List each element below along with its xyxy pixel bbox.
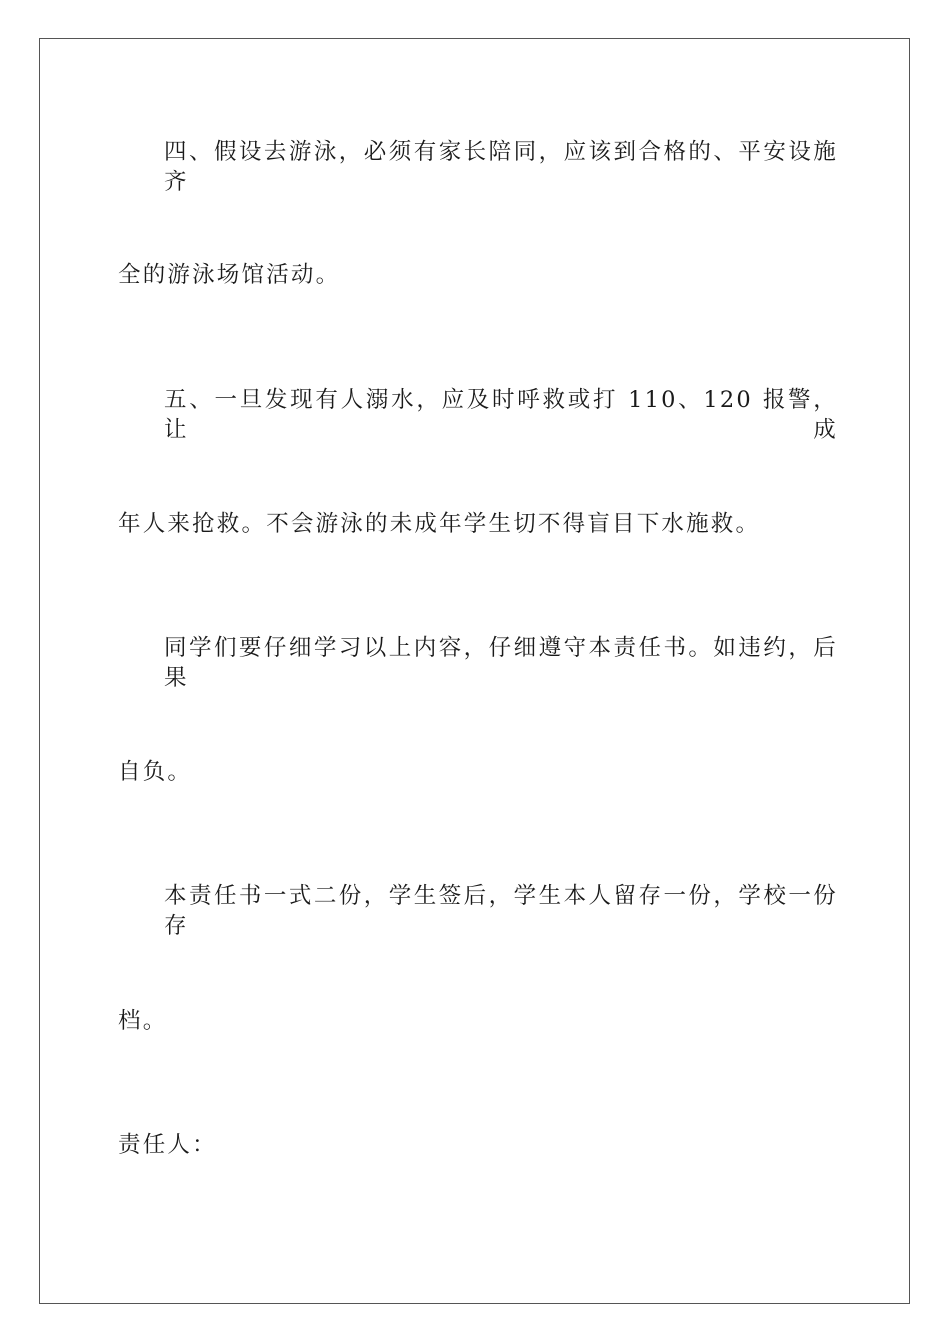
copies-paragraph-line-2: 档。 xyxy=(118,1008,168,1034)
signature-label: 责任人： xyxy=(118,1132,217,1158)
paragraph-4-line-2: 全的游泳场馆活动。 xyxy=(118,262,341,288)
paragraph-4-line-1: 四、假设去游泳，必须有家长陪同，应该到合格的、平安设施齐 xyxy=(164,139,838,195)
paragraph-5-line-2: 年人来抢救。不会游泳的未成年学生切不得盲目下水施救。 xyxy=(118,511,761,537)
notice-paragraph-line-2: 自负。 xyxy=(118,759,193,785)
copies-paragraph-line-1: 本责任书一式二份，学生签后，学生本人留存一份，学校一份存 xyxy=(164,883,838,939)
paragraph-5-line-1: 五、一旦发现有人溺水，应及时呼救或打 110、120 报警，让成 xyxy=(164,387,838,443)
notice-paragraph-line-1: 同学们要仔细学习以上内容，仔细遵守本责任书。如违约，后果 xyxy=(164,635,838,691)
